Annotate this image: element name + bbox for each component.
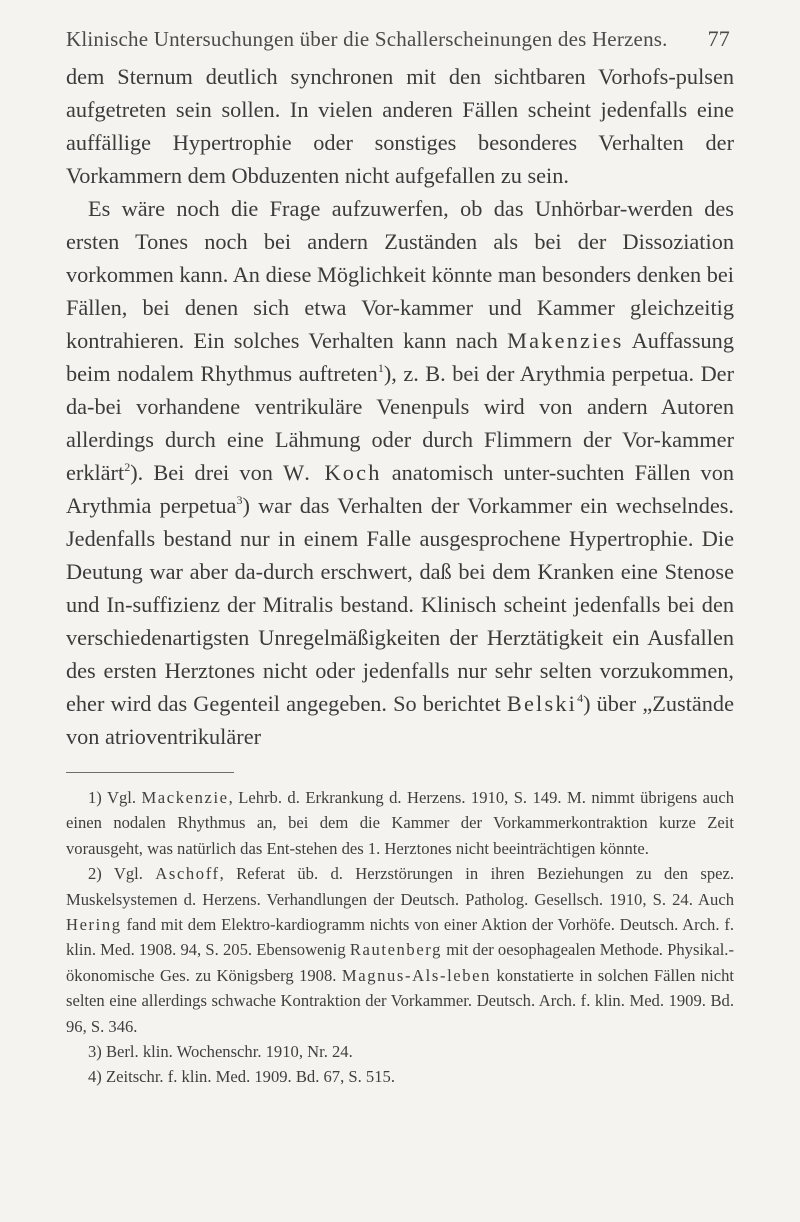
author-name: Magnus-Als-leben bbox=[341, 965, 492, 985]
author-name: Belski bbox=[506, 691, 578, 716]
footnotes bbox=[66, 785, 734, 1090]
text-run: , Referat üb. d. Herzstörungen in ihren Beziehungen zu den spez. Muskelsystemen d. Herzens. Verhandlungen der Deutsch. Patholog. Gesellsch. 1910, S. 24. Auch bbox=[66, 864, 734, 909]
text-run: ). Bei drei von bbox=[130, 460, 284, 485]
text-run: mit der oesophagealen Methode. Physikal.-ökonomische Ges. zu Königsberg 1908. bbox=[66, 940, 734, 985]
footnote-1 bbox=[66, 785, 734, 861]
author-name: Aschoff bbox=[155, 864, 220, 884]
text-run: anatomisch unter-suchten Fällen von Arythmia perpetua bbox=[66, 460, 735, 518]
paragraph-1: dem Sternum deutlich synchronen mit den sichtbaren Vorhofs-pulsen aufgetreten sein sollen. In vielen anderen Fällen scheint jedenfalls eine auffällige Hypertrophie oder sonstiges besonderes Verhalten der Vorkammern dem Obduzenten nicht aufgefallen zu sein. bbox=[66, 64, 734, 188]
footnote-ref[interactable]: 1 bbox=[377, 361, 384, 375]
text-run: ) über „Zustände von atrioventrikulärer bbox=[66, 691, 734, 749]
footnote-ref[interactable]: 2 bbox=[124, 460, 131, 474]
author-name: Mackenzie bbox=[141, 788, 229, 807]
footnote-ref[interactable]: 3 bbox=[236, 493, 243, 507]
author-name: Rautenberg bbox=[349, 940, 443, 960]
paragraph-2 bbox=[66, 192, 734, 753]
text-run: ), z. B. bei der Arythmia perpetua. Der da-bei vorhandene ventrikuläre Venenpuls wird von andern Autoren allerdings durch eine Lähmung oder durch Flimmern der Vor-kammer erklärt bbox=[66, 361, 734, 485]
footnote-4: 4) Zeitschr. f. klin. Med. 1909. Bd. 67, S. 515. bbox=[88, 1067, 395, 1087]
main-text bbox=[66, 60, 734, 753]
footnote-2 bbox=[66, 861, 734, 1039]
text-run: konstatierte in solchen Fällen nicht selten eine allerdings schwache Kontraktion der Vorkammer. Deutsch. Arch. f. klin. Med. 1909. Bd. 96, S. 346. bbox=[66, 965, 735, 1036]
page-number: 77 bbox=[707, 26, 730, 51]
author-name: Makenzies bbox=[507, 328, 624, 353]
author-name: W. Koch bbox=[283, 460, 382, 485]
footnote-3: 3) Berl. klin. Wochenschr. 1910, Nr. 24. bbox=[88, 1042, 353, 1062]
footnote-divider bbox=[66, 772, 234, 773]
author-name: Hering bbox=[66, 915, 122, 935]
footnote-ref[interactable]: 4 bbox=[577, 691, 584, 705]
text-run: 2) Vgl. bbox=[88, 864, 156, 884]
running-title: Klinische Untersuchungen über die Schallerscheinungen des Herzens. bbox=[66, 27, 668, 51]
text-run: Auffassung beim nodalem Rhythmus auftreten bbox=[66, 328, 734, 386]
text-run: ) war das Verhalten der Vorkammer ein wechselndes. Jedenfalls bestand nur in einem Falle ausgesprochene Hypertrophie. Die Deutung war aber da-durch erschwert, daß bei dem Kranken eine Stenose und In-suffizienz der Mitralis bestand. Klinisch scheint jedenfalls bei den verschiedenartigsten Unregelmäßigkeiten der Herztätigkeit ein Ausfallen des ersten Herztones nicht oder jedenfalls nur sehr selten vorzukommen, eher wird das Gegenteil angegeben. So berichtet bbox=[66, 493, 734, 716]
text-run: fand mit dem Elektro-kardiogramm nichts von einer Aktion der Vorhöfe. Deutsch. Arch. f. klin. Med. 1908. 94, S. 205. Ebensowenig bbox=[66, 915, 734, 960]
text-run: , Lehrb. d. Erkrankung d. Herzens. 1910, S. 149. M. nimmt übrigens auch einen nodalen Rhythmus an, bei dem die Kammer der Vorkammerkontraktion kurze Zeit vorausgeht, was natürlich das Ent-stehen des 1. Herztones nicht beeinträchtigen könnte. bbox=[66, 788, 735, 858]
text-run: Es wäre noch die Frage aufzuwerfen, ob das Unhörbar-werden des ersten Tones noch bei andern Zuständen als bei der Dissoziation vorkommen kann. An diese Möglichkeit könnte man besonders denken bei Fällen, bei denen sich etwa Vor-kammer und Kammer gleichzeitig kontrahieren. Ein solches Verhalten kann nach bbox=[66, 196, 734, 353]
running-head bbox=[66, 26, 734, 52]
text-run: 1) Vgl. bbox=[88, 788, 142, 807]
